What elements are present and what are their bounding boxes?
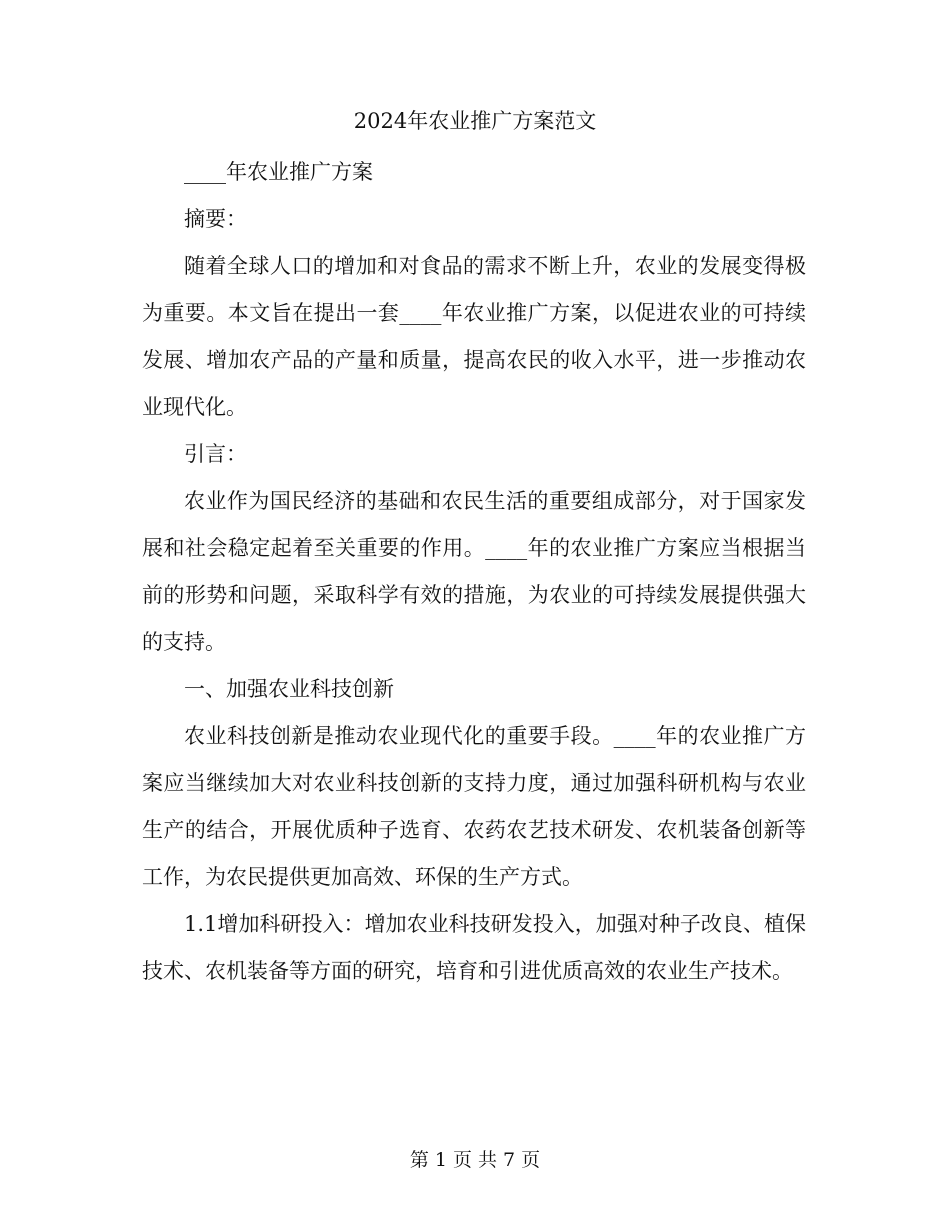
subsection-paragraph: 1.1增加科研投入：增加农业科技研发投入，加强对种子改良、植保技术、农机装备等方面的研究，培育和引进优质高效的农业生产技术。 xyxy=(142,912,806,983)
section-heading: 一、加强农业科技创新 xyxy=(184,677,394,701)
section-paragraph: 农业科技创新是推动农业现代化的重要手段。____年的农业推广方案应当继续加大对农业科技创新的支持力度，通过加强科研机构与农业生产的结合，开展优质种子选育、农药农艺技术研发、农机装备创新等工作，为农民提供更加高效、环保的生产方式。 xyxy=(142,724,806,889)
document-title: 2024年农业推广方案范文 xyxy=(353,109,597,133)
page-footer: 第 1 页 共 7 页 xyxy=(409,1149,541,1171)
abstract-heading: 摘要： xyxy=(184,207,247,231)
introduction-paragraph: 农业作为国民经济的基础和农民生活的重要组成部分，对于国家发展和社会稳定起着至关重要的作用。____年的农业推广方案应当根据当前的形势和问题，采取科学有效的措施，为农业的可持续发展提供强大的支持。 xyxy=(142,489,806,654)
document-body xyxy=(142,149,806,995)
subtitle-paragraph: ____年农业推广方案 xyxy=(184,160,373,184)
introduction-heading: 引言： xyxy=(184,442,247,466)
abstract-paragraph: 随着全球人口的增加和对食品的需求不断上升，农业的发展变得极为重要。本文旨在提出一套____年农业推广方案，以促进农业的可持续发展、增加农产品的产量和质量，提高农民的收入水平，进一步推动农业现代化。 xyxy=(142,254,806,419)
